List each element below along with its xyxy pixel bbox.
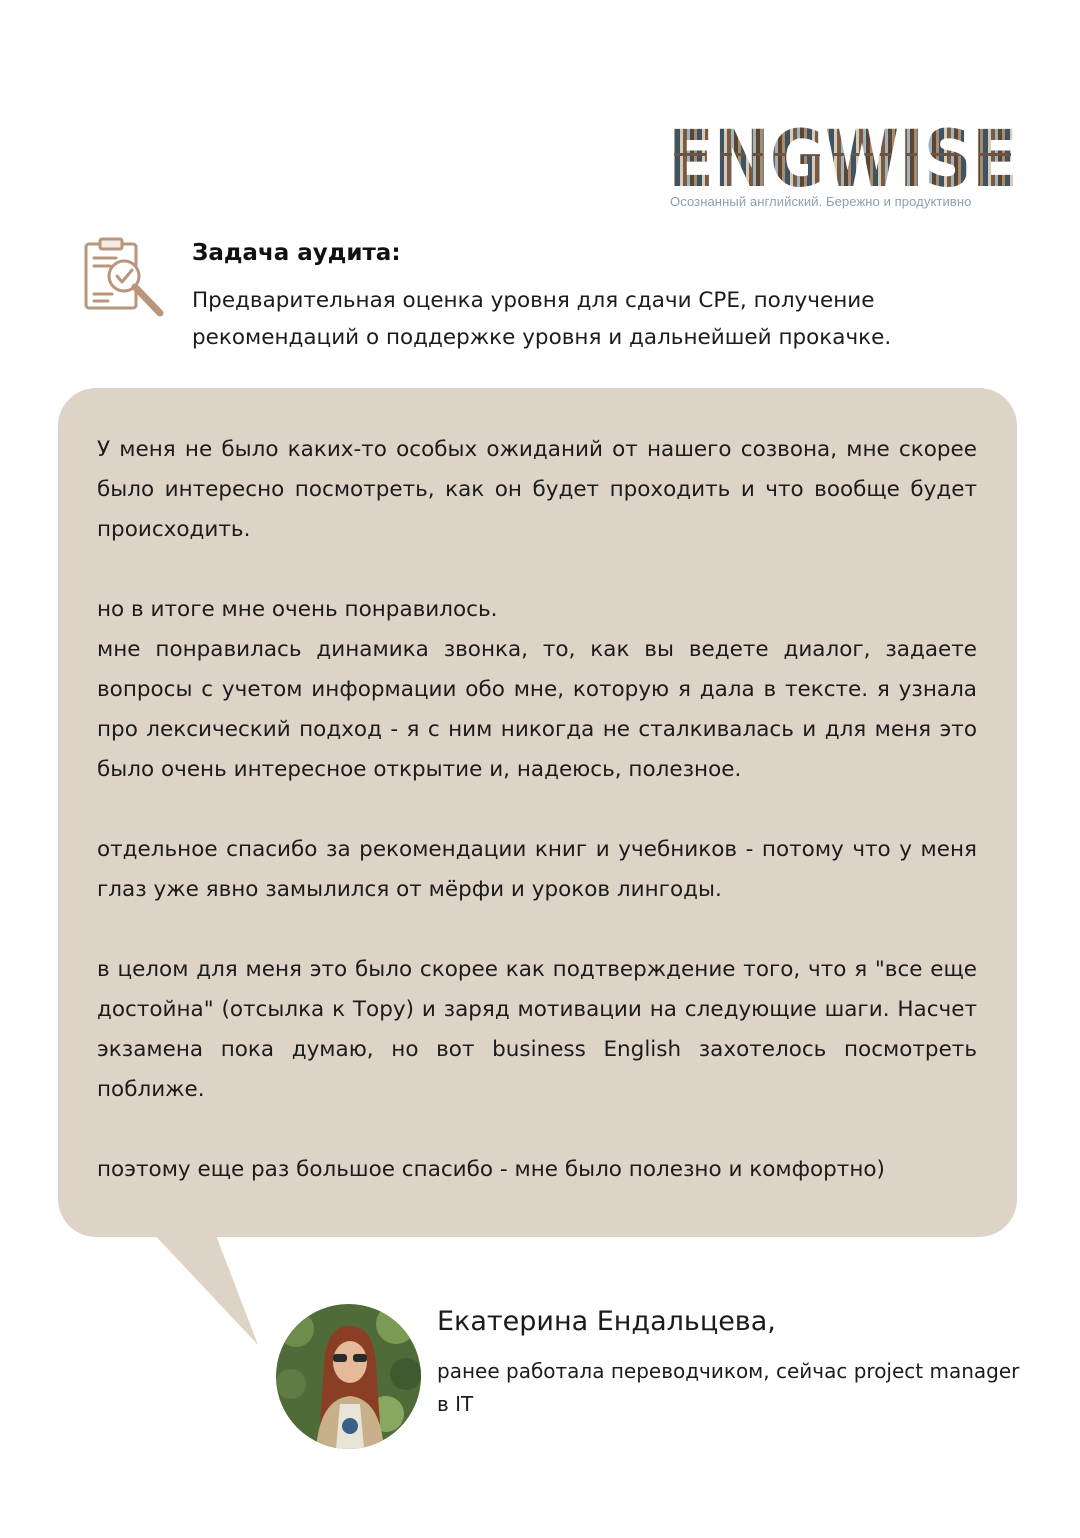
review-paragraph: в целом для меня это было скорее как подтверждение того, что я "все еще достойна" (отсылка к Тору) и заряд мотивации на следующие шаги. Насчет экзамена пока думаю, но вот business English захотелось посмотреть поближе. (97, 957, 977, 1102)
review-paragraph: У меня не было каких-то особых ожиданий от нашего созвона, мне скорее было интересно посмотреть, как он будет проходить и что вообще будет происходить. (97, 437, 977, 542)
review-paragraph: отдельное спасибо за рекомендации книг и учебников - потому что у меня глаз уже явно замылился от мёрфи и уроков лингоды. (97, 837, 977, 902)
review-paragraph: мне понравилась динамика звонка, то, как вы ведете диалог, задаете вопросы с учетом информации обо мне, которую я дала в тексте. я узнала про лексический подход - я с ним никогда не сталкивалась и для меня это было очень интересное открытие и, надеюсь, полезное. (97, 637, 977, 782)
author-role: ранее работала переводчиком, сейчас project manager в IT (437, 1359, 1020, 1416)
engwise-logo-wordmark (668, 120, 1020, 190)
author-photo (276, 1304, 421, 1449)
brand-logo (668, 120, 1020, 209)
brand-tagline: Осознанный английский. Бережно и продуктивно (670, 194, 972, 209)
review-text (97, 430, 977, 1190)
author-name: Екатерина Ендальцева, (437, 1306, 776, 1337)
bubble-tail (150, 1230, 270, 1350)
review-paragraph: поэтому еще раз большое спасибо - мне было полезно и комфортно) (97, 1157, 885, 1182)
task-title: Задача аудита: (192, 240, 401, 266)
audit-clipboard-magnifier-icon (82, 236, 170, 320)
task-description: Предварительная оценка уровня для сдачи CPE, получение рекомендаций о поддержке уровня и дальнейшей прокачке. (192, 288, 892, 350)
review-paragraph: но в итоге мне очень понравилось. (97, 597, 498, 622)
logo-wordmark-text: ENGWISE (668, 120, 1018, 190)
author-avatar (276, 1304, 421, 1449)
